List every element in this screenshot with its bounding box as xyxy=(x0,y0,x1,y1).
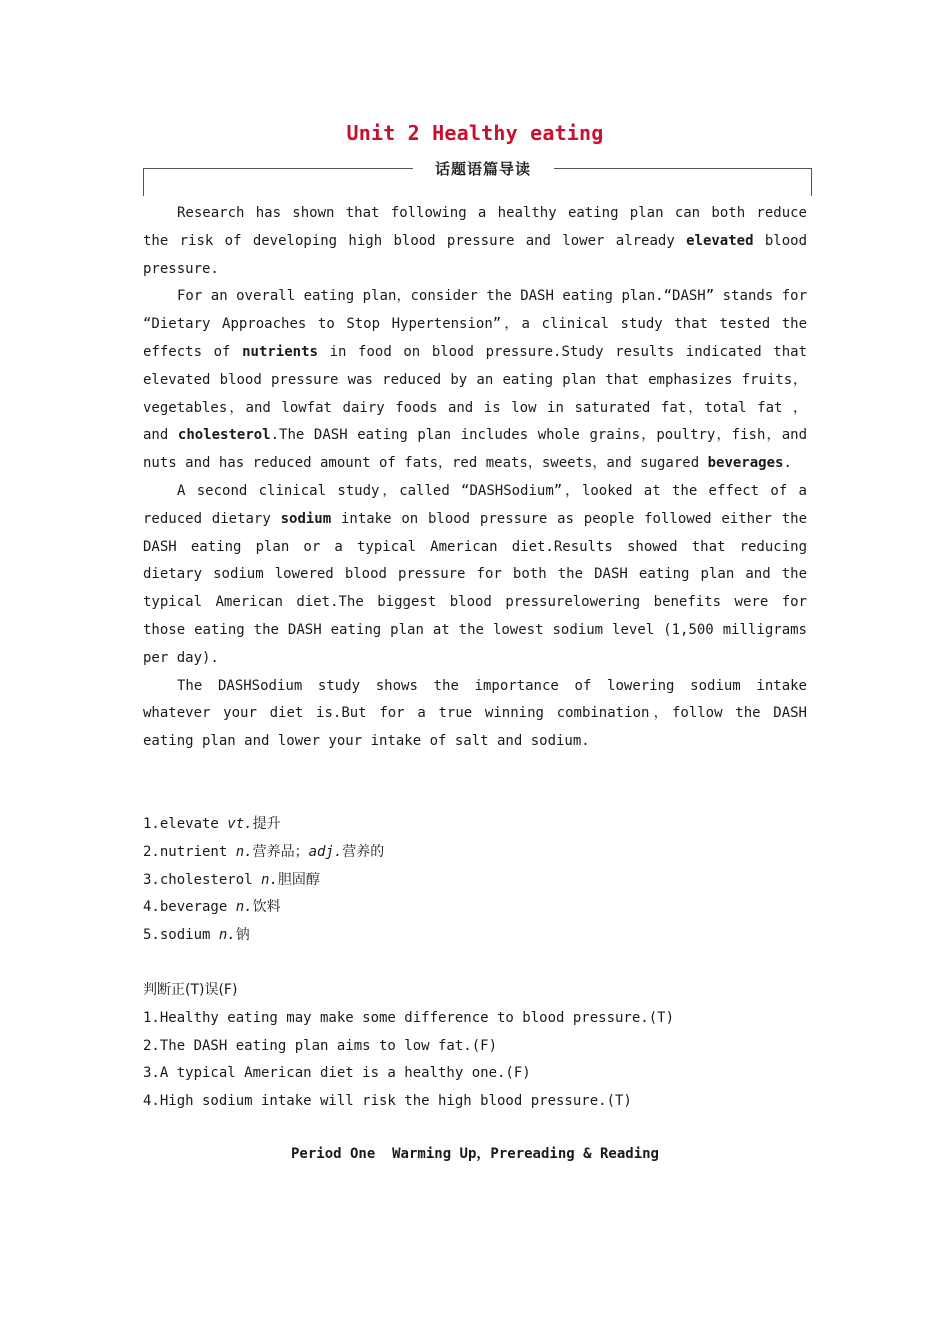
vocab-word: cholesterol xyxy=(159,871,262,888)
vocab-meaning: 营养品； xyxy=(252,843,309,860)
vocabulary-item xyxy=(143,811,807,839)
section-label: 话题语篇导读 xyxy=(434,160,531,178)
vocab-pos-secondary: adj. xyxy=(308,843,343,860)
vocab-meaning-secondary: 营养的 xyxy=(342,843,385,860)
vocab-pos: n. xyxy=(261,871,278,888)
vocab-number: 4. xyxy=(143,899,160,916)
paragraph: A second clinical study，called “DASHSodium”，looked at the effect of a reduced dietary sodium intake on blood pressure as people followed either the DASH eating plan or a typical American diet.Results showed that reducing dietary sodium lowered blood pressure for both the DASH eating plan and the typical American diet.The biggest blood pressurelowering benefits were for those eating the DASH eating plan at the lowest sodium level (1,500 milligrams per day). xyxy=(143,482,807,666)
banner-corner-right xyxy=(811,168,812,196)
vocab-number: 2. xyxy=(143,843,160,860)
vocab-word: sodium xyxy=(159,927,219,944)
true-false-item: 4.High sodium intake will risk the high blood pressure.(T) xyxy=(143,1093,632,1110)
vocab-meaning: 提升 xyxy=(252,816,281,832)
vocab-word: elevate xyxy=(159,816,228,832)
vocab-pos: vt. xyxy=(227,816,253,832)
banner-rule-left xyxy=(143,168,413,169)
vocab-pos: n. xyxy=(218,927,236,944)
true-false-item: 1.Healthy eating may make some difference to blood pressure.(T) xyxy=(143,1009,675,1026)
vocabulary-item xyxy=(143,922,807,950)
vocabulary-item xyxy=(143,867,807,895)
keyword: nutrients xyxy=(242,343,318,360)
vocabulary-item xyxy=(143,894,807,922)
vocabulary-list xyxy=(143,811,807,950)
vocab-word: nutrient xyxy=(159,843,236,860)
paragraph: Research has shown that following a healthy eating plan can both reduce the risk of developing high blood pressure and lower already elevated blood pressure. xyxy=(143,205,807,277)
keyword: beverages xyxy=(707,455,784,472)
section-banner xyxy=(143,158,812,198)
paragraph: For an overall eating plan，consider the DASH eating plan.“DASH” stands for “Dietary Approaches to Stop Hypertension”，a clinical study that tested the effects of nutrients in food on blood pressure.Study results indicated that elevated blood pressure was reduced by an eating plan that emphasizes fruits，vegetables，and lowfat dairy foods and is low in saturated fat，total fat ， and cholesterol.The DASH eating plan includes whole grains，poultry，fish，and nuts and has reduced amount of fats，red meats，sweets，and sugared beverages. xyxy=(143,288,808,472)
period-title: Period One Warming Up，Prereading & Reading xyxy=(290,1146,659,1162)
vocab-meaning: 钠 xyxy=(235,927,250,944)
vocab-meaning: 胆固醇 xyxy=(277,871,320,888)
keyword: cholesterol xyxy=(177,427,271,444)
true-false-item: 3.A typical American diet is a healthy one.(F) xyxy=(143,1065,531,1082)
banner-rule-right xyxy=(554,168,812,169)
unit-title: Unit 2 Healthy eating xyxy=(346,121,604,145)
vocab-number: 3. xyxy=(143,871,160,888)
banner-corner-left xyxy=(143,168,144,196)
vocab-number: 5. xyxy=(143,927,160,944)
true-false-heading: 判断正(T)误(F) xyxy=(143,982,238,998)
paragraph: The DASHSodium study shows the importance of lowering sodium intake whatever your diet is.But for a true winning combination，follow the DASH eating plan and lower your intake of salt and sodium. xyxy=(143,677,807,750)
keyword: sodium xyxy=(280,510,332,527)
keyword: elevated xyxy=(686,232,754,249)
vocab-meaning: 饮料 xyxy=(252,899,281,916)
true-false-item: 2.The DASH eating plan aims to low fat.(F) xyxy=(143,1037,498,1054)
true-false-section xyxy=(143,977,807,1116)
vocabulary-item xyxy=(143,839,807,867)
vocab-word: beverage xyxy=(159,899,236,916)
reading-passage xyxy=(143,200,807,756)
vocab-number: 1. xyxy=(143,816,160,832)
vocab-pos: n. xyxy=(235,843,253,860)
vocab-pos: n. xyxy=(235,899,253,916)
